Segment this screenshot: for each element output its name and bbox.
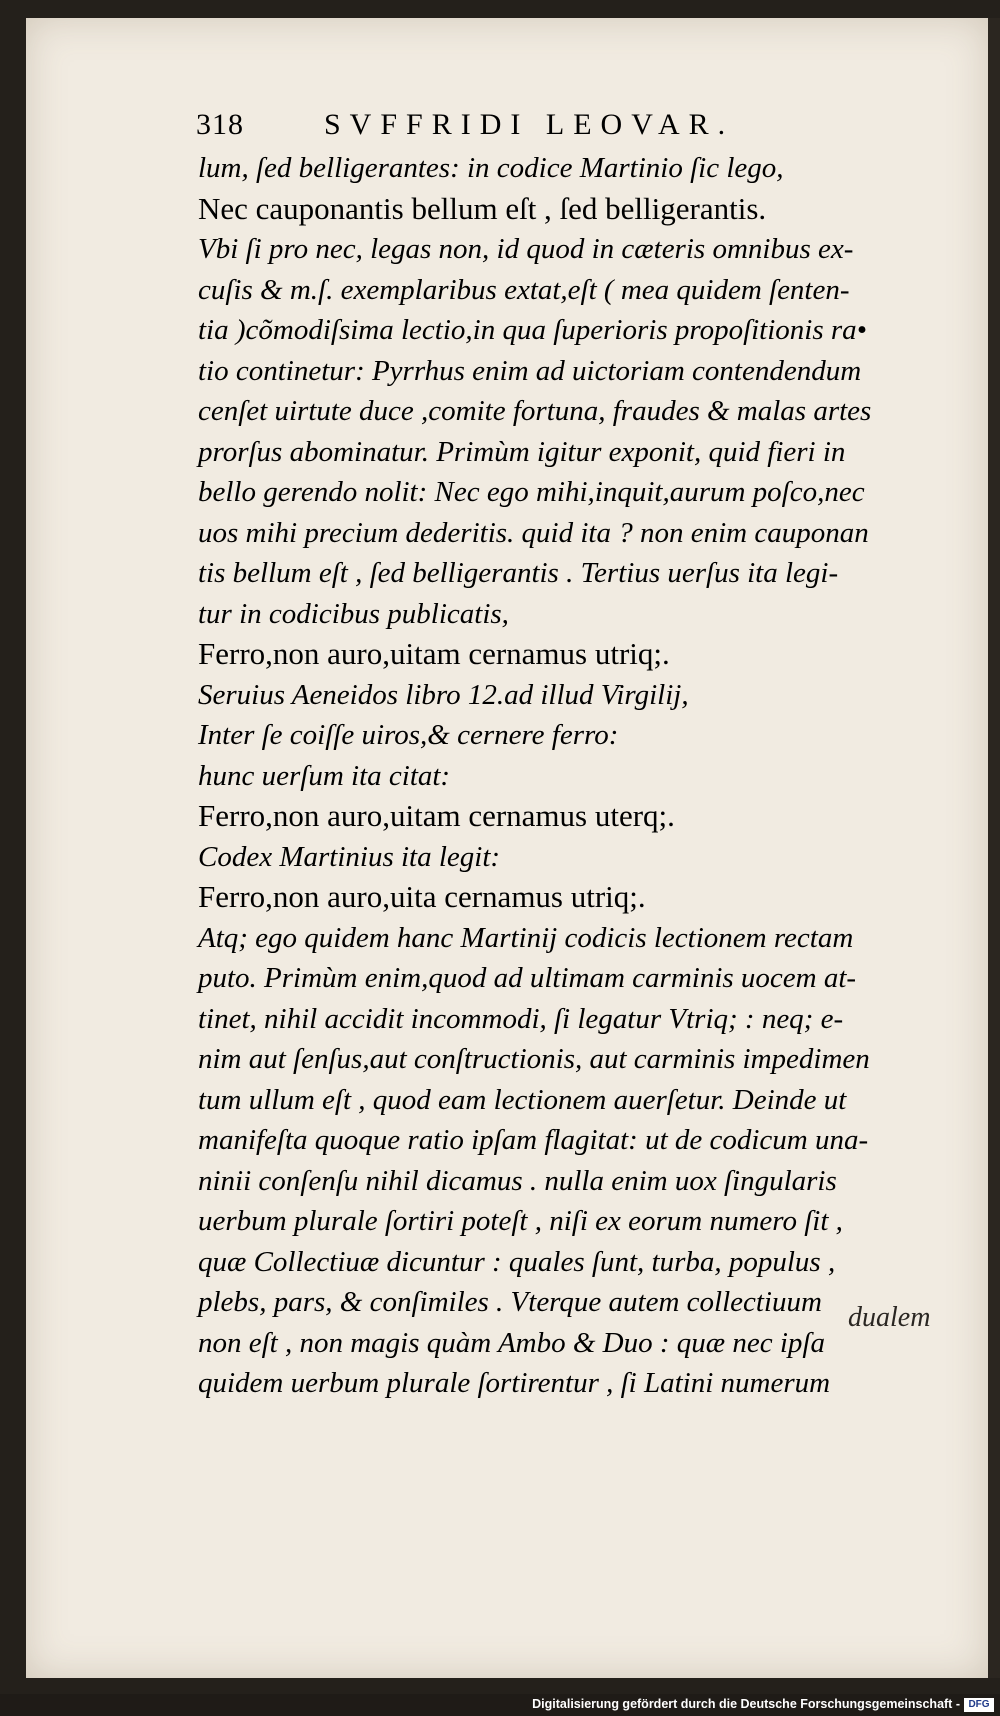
text-line: quidem uerbum plurale ſortirentur , ſi Latini numerum [198,1367,831,1399]
text-line: cenſet uirtute duce ,comite fortuna, fraudes & malas artes [198,395,872,427]
page-header [196,108,916,150]
text-line: Ferro,non auro,uita cernamus utriq;. [198,879,646,914]
text-line: Nec cauponantis bellum eſt , ſed belligerantis. [198,190,767,226]
text-line: uerbum plurale ſortiri poteſt , niſi ex eorum numero ſit , [198,1205,843,1237]
catchword: dualem [848,1302,931,1333]
text-line: quæ Collectiuæ dicuntur : quales ſunt, turba, populus , [198,1245,836,1278]
text-line: Vbi ſi pro nec, legas non, id quod in cæteris omnibus ex- [198,233,854,265]
text-line: hunc uerſum ita citat: [198,759,451,792]
text-line: bello gerendo nolit: Nec ego mihi,inquit,aurum poſco,nec [198,476,865,508]
page-edge [988,18,1000,1678]
text-line: tia )cõmodiſsima lectio,in qua ſuperioris propoſitionis ra• [198,314,867,346]
text-line: manifeſta quoque ratio ipſam flagitat: ut de codicum una- [198,1124,869,1156]
dfg-logo-icon: DFG [964,1698,994,1712]
text-line: nim aut ſenſus,aut conſtructionis, aut carminis impedimen [198,1043,870,1075]
text-line: prorſus abominatur. Primùm igitur exponit, quid fieri in [198,435,846,468]
text-line: tum ullum eſt , quod eam lectionem auerſetur. Deinde ut [198,1083,847,1116]
text-line: Atq; ego quidem hanc Martinij codicis lectionem rectam [198,921,854,954]
text-line: Seruius Aeneidos libro 12.ad illud Virgilij, [198,678,689,711]
text-line: tis bellum eſt , ſed belligerantis . Tertius uerſus ita legi- [198,557,839,589]
text-line: tio continetur: Pyrrhus enim ad uictoriam contendendum [198,354,862,387]
text-line: lum, ſed belligerantes: in codice Martinio ſic lego, [198,152,784,184]
text-line: plebs, pars, & conſimiles . Vterque autem collectiuum [198,1286,822,1318]
text-line: non eſt , non magis quàm Ambo & Duo : quæ nec ipſa [198,1326,825,1359]
text-line: Ferro,non auro,uitam cernamus utriq;. [198,636,670,671]
page-number: 318 [196,108,244,141]
text-line: Ferro,non auro,uitam cernamus uterq;. [198,798,675,833]
text-line: ninii conſenſu nihil dicamus . nulla enim uox ſingularis [198,1164,837,1197]
running-head: SVFFRIDI LEOVAR. [324,108,735,141]
text-line: Inter ſe coiſſe uiros,& cernere ferro: [198,719,619,751]
text-line: puto. Primùm enim,quod ad ultimam carminis uocem at- [198,962,857,994]
text-line: tinet, nihil accidit incommodi, ſi legatur Vtriq; : neq; e- [198,1002,844,1035]
funding-credit: Digitalisierung gefördert durch die Deutsche Forschungsgemeinschaft - [532,1697,960,1711]
text-line: uos mihi precium dederitis. quid ita ? non enim cauponan [198,516,869,549]
text-line: tur in codicibus publicatis, [198,597,509,630]
text-line: cuſis & m.ſ. exemplaribus extat,eſt ( mea quidem ſenten- [198,273,850,306]
text-line: Codex Martinius ita legit: [198,840,501,873]
body-text [198,148,918,1404]
